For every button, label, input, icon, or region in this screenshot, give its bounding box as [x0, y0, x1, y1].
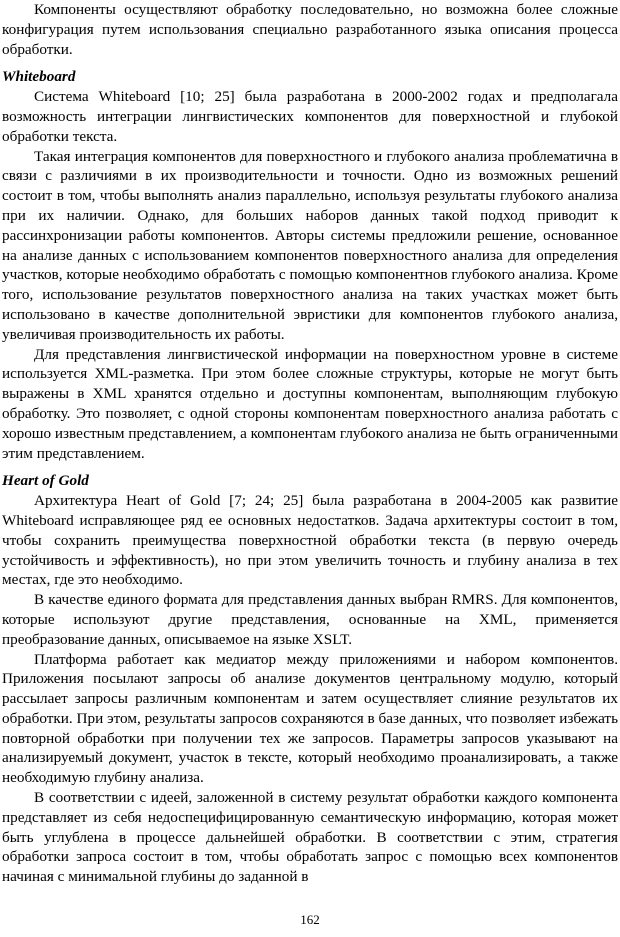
- page-number: 162: [300, 912, 320, 927]
- section-whiteboard: [2, 59, 618, 463]
- paragraph: Такая интеграция компонентов для поверхностного и глубокого анализа проблематична в связи с различиями в их производительности и точности. Одно из возможных решений состоит в том, чтобы выполнять анализ параллельно, используя результаты глубокого анализа при их наличии. Однако, для больших наборов данных такой подход приводит к рассинхронизации работы компонентов. Авторы системы предложили решение, основанное на анализе данных с использованием компонентов поверхностного анализа для определения участков, которые необходимо обработать с помощью компонентнов глубокого анализа. Кроме того, использование результатов поверхностного анализа на таких участках может быть использовано в качестве дополнительной эвристики для компонентов глубокого анализа, увеличивая производительность их работы.: [2, 147, 618, 343]
- section-heading-heart-of-gold: Heart of Gold: [2, 472, 89, 490]
- document-page: [2, 0, 618, 887]
- paragraph: Для представления лингвистической информации на поверхностном уровне в системе используется XML-разметка. При этом более сложные структуры, которые не могут быть выражены в XML хранятся отдельно и доступны компонентам, выполняющим глубокую обработку. Это позволяет, с одной стороны компонентам поверхностного анализа работать с хорошо известным представлением, а компонентам глубокого анализа не быть ограниченными этим представлением.: [2, 345, 618, 462]
- paragraph: В качестве единого формата для представления данных выбран RMRS. Для компонентов, которые используют другие представления, основанные на XML, применяется преобразование данных, описываемое на языке XSLT.: [2, 591, 618, 648]
- paragraph: Архитектура Heart of Gold [7; 24; 25] была разработана в 2004-2005 как развитие Whiteboard исправляющее ряд ее основных недостатков. Задача архитектуры состоит в том, чтобы сохранить преимущества поверхностной обработки текста (в первую очередь устойчивость и эффективность), но при этом увеличить точность и глубину анализа в тех местах, где это необходимо.: [2, 492, 618, 589]
- paragraph: Система Whiteboard [10; 25] была разработана в 2000-2002 годах и предполагала возможность интеграции лингвистических компонентов для поверхностной и глубокой обработки текста.: [2, 88, 618, 145]
- section-heart-of-gold: [2, 463, 618, 887]
- paragraph: Платформа работает как медиатор между приложениями и набором компонентов. Приложения посылают запросы об анализе документов центральному модулю, который рассылает запросы различным компонентам и затем осуществляет слияние результатов их обработки. При этом, результаты запросов сохраняются в базе данных, что позволяет избежать повторной обработки при получении тех же запросов. Параметры запросов указывают на анализируемый документ, участок в тексте, который необходимо проанализировать, а также необходимую глубину анализа.: [2, 650, 618, 787]
- paragraph: В соответствии с идеей, заложенной в систему результат обработки каждого компонента представляет из себя недоспецифицированную семантическую информацию, которая может быть углублена в процессе дальнейшей обработки. В соответствии с этим, стратегия обработки запроса состоит в том, чтобы обработать запрос с помощью всех компонентов начиная с минимальной глубины до заданной в: [2, 789, 618, 886]
- intro-paragraph: Компоненты осуществляют обработку последовательно, но возможна более сложные конфигурация путем использования специально разработанного языка описания процесса обработки.: [2, 1, 618, 58]
- section-heading-whiteboard: Whiteboard: [2, 68, 76, 86]
